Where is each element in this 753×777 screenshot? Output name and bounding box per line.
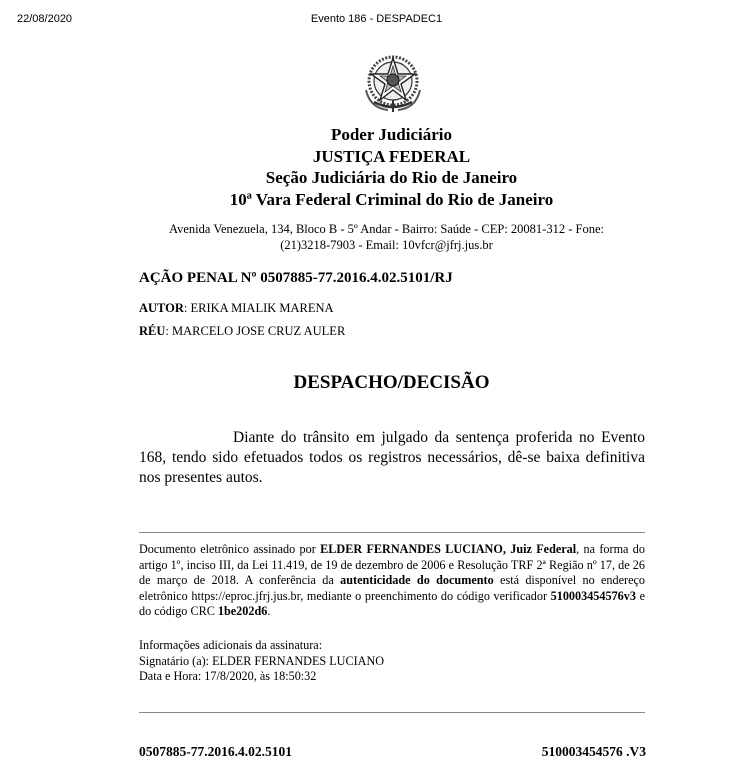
autor-value: : ERIKA MIALIK MARENA xyxy=(183,301,334,315)
print-date: 22/08/2020 xyxy=(17,13,73,25)
authenticity-label: autenticidade do documento xyxy=(340,573,494,588)
court-address xyxy=(150,221,623,253)
signature-datetime: Data e Hora: 17/8/2020, às 18:50:32 xyxy=(139,669,317,684)
address-line-2: (21)3218-7903 - Email: 10vfcr@jfrj.jus.br xyxy=(280,238,493,252)
address-line-1: Avenida Venezuela, 134, Bloco B - 5º Andar - Bairro: Saúde - CEP: 20081-312 - Fone: xyxy=(169,222,604,236)
signature-extra-info xyxy=(139,638,645,685)
signatory: Signatário (a): ELDER FERNANDES LUCIANO xyxy=(139,653,385,668)
verification-code: 510003454576v3 xyxy=(550,588,636,603)
court-line-2: JUSTIÇA FEDERAL xyxy=(312,146,471,166)
extra-info-title: Informações adicionais da assinatura: xyxy=(139,638,323,652)
party-autor xyxy=(139,301,334,316)
case-number: AÇÃO PENAL Nº 0507885-77.2016.4.02.5101/RJ xyxy=(139,270,453,286)
court-header xyxy=(0,124,753,210)
signer-name: ELDER FERNANDES LUCIANO, Juiz Federal xyxy=(320,542,577,556)
reu-label: RÉU xyxy=(139,324,166,338)
divider-bottom xyxy=(139,712,645,713)
court-line-3: Seção Judiciária do Rio de Janeiro xyxy=(265,168,518,187)
reu-value: : MARCELO JOSE CRUZ AULER xyxy=(165,324,346,338)
signature-statement: Documento eletrônico assinado por ELDER FERNANDES LUCIANO, Juiz Federal, na forma do artigo 1º, inciso III, da Lei 11.419, de 19 de dezembro de 2006 e Resolução TRF 2ª Região nº 17, de 26 de março de 2018. A conferência da autenticidade do documento está disponível no endereço eletrônico https://eproc.jfrj.jus.br, mediante o preenchimento do código verificador 510003454576v3 e do código CRC 1be202d6. xyxy=(139,542,645,619)
document-body: Diante do trânsito em julgado da sentença proferida no Evento 168, tendo sido efetuados todos os registros necessários, dê-se baixa definitiva nos presentes autos. xyxy=(139,429,645,486)
footer-case-number: 0507885-77.2016.4.02.5101 xyxy=(139,744,292,759)
document-heading: DESPACHO/DECISÃO xyxy=(293,372,490,393)
court-line-4: 10ª Vara Federal Criminal do Rio de Janeiro xyxy=(229,189,554,209)
brazil-coat-of-arms-icon xyxy=(360,50,426,116)
crc-code: 1be202d6 xyxy=(217,604,268,619)
party-reu xyxy=(139,324,345,339)
autor-label: AUTOR xyxy=(139,301,184,315)
court-line-1: Poder Judiciário xyxy=(330,125,453,144)
footer-document-code: 510003454576 .V3 xyxy=(541,744,646,759)
print-event-title: Evento 186 - DESPADEC1 xyxy=(310,13,443,25)
divider-top xyxy=(139,532,645,533)
